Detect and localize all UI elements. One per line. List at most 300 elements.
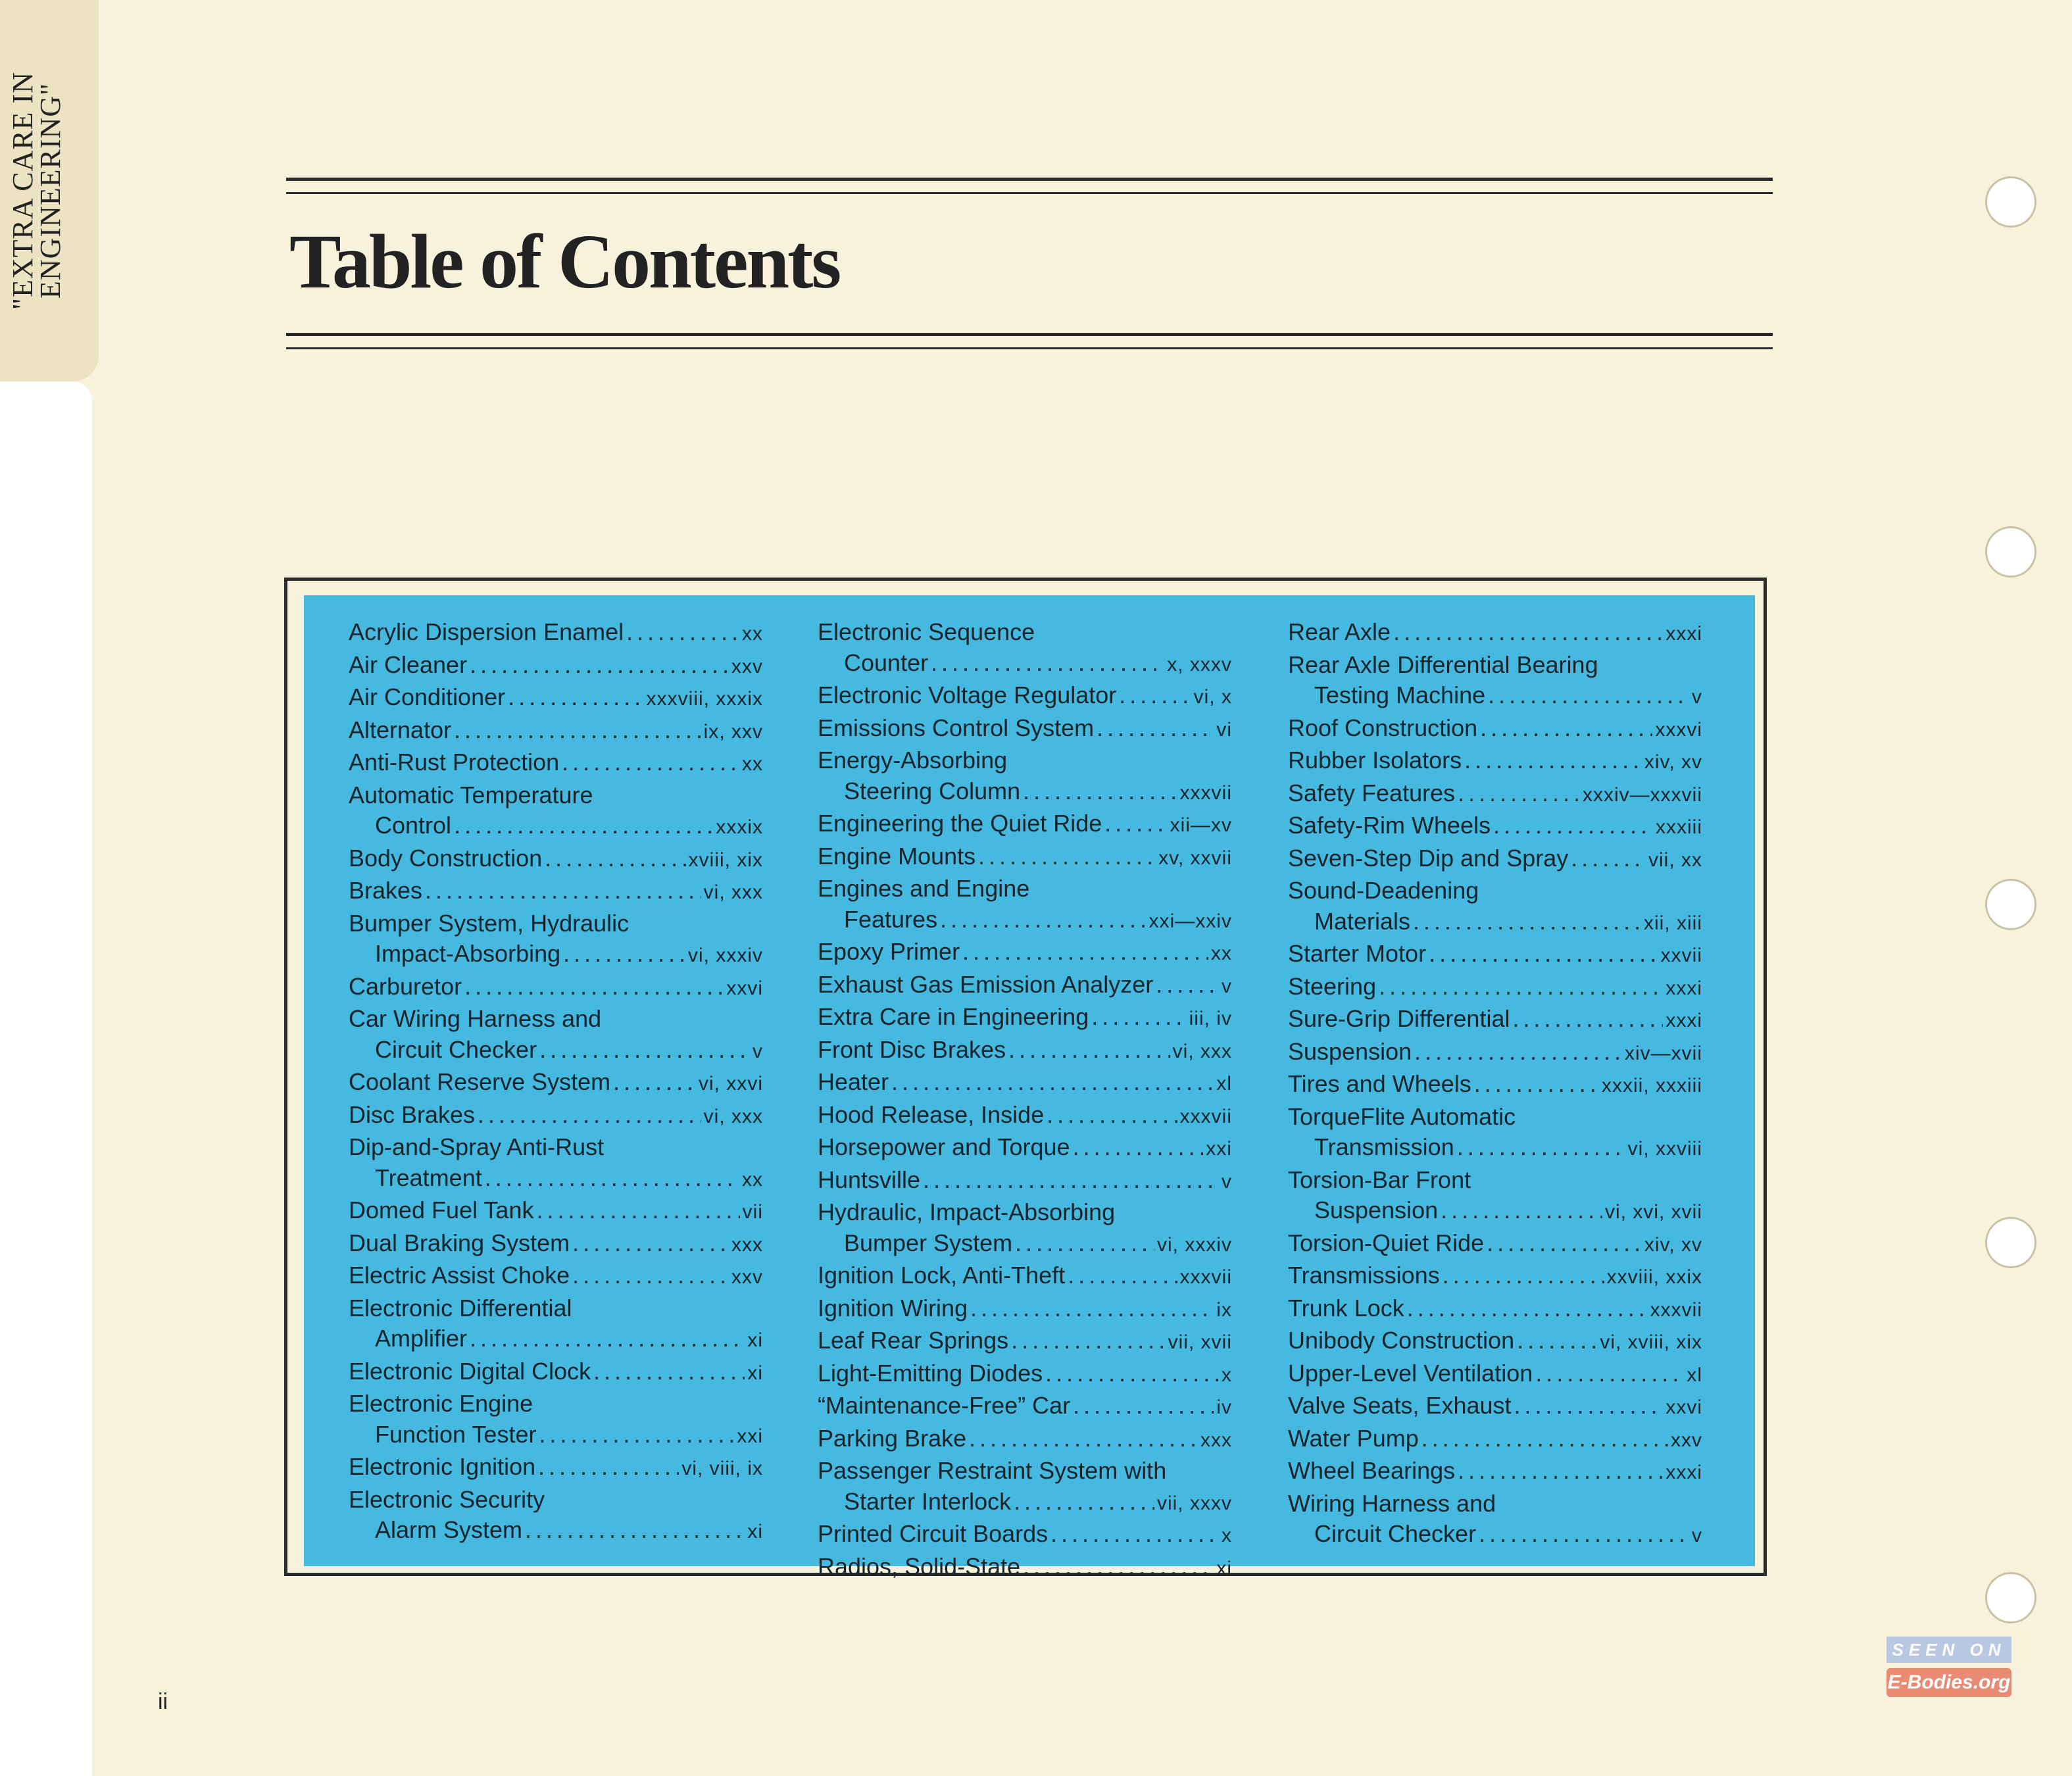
toc-entry-pages: vi, viii, ix: [681, 1458, 763, 1479]
toc-entry-topic: Electronic Security: [349, 1485, 545, 1513]
toc-entry-topic: Passenger Restraint System with: [818, 1457, 1167, 1484]
dot-leader: [525, 1515, 745, 1546]
contents-column-1: [349, 617, 763, 1548]
dot-leader: [1073, 1391, 1214, 1421]
contents-column-3: [1288, 617, 1702, 1552]
toc-entry-pages: xxxiii: [1656, 816, 1702, 838]
dot-leader: [562, 747, 739, 778]
dot-leader: [485, 1163, 739, 1194]
toc-entry[interactable]: [349, 1485, 763, 1548]
toc-entry-pages: xxvi: [726, 977, 763, 999]
dot-leader: [1514, 1391, 1664, 1421]
dot-leader: [1535, 1358, 1684, 1389]
toc-entry-pages: xx: [742, 1168, 763, 1191]
toc-entry-pages: xviii, xix: [688, 849, 763, 871]
toc-entry[interactable]: [349, 1132, 763, 1195]
toc-entry[interactable]: [1288, 713, 1702, 746]
dot-leader: [1119, 680, 1191, 711]
dot-leader: [1015, 1228, 1154, 1259]
dot-leader: [1458, 778, 1580, 809]
toc-entry[interactable]: [818, 1100, 1232, 1133]
toc-entry-topic: Circuit Checker: [375, 1035, 537, 1063]
section-tab[interactable]: [0, 0, 99, 382]
toc-entry-pages: vi: [1216, 718, 1232, 741]
toc-entry-topic: Printed Circuit Boards: [818, 1520, 1048, 1547]
toc-entry-topic: Electronic Voltage Regulator: [818, 681, 1117, 708]
dot-leader: [970, 1293, 1214, 1324]
toc-entry-topic: Rear Axle: [1288, 618, 1391, 645]
toc-entry[interactable]: [1288, 1102, 1702, 1165]
toc-entry-topic: Electric Assist Choke: [349, 1262, 570, 1289]
dot-leader: [1407, 1293, 1648, 1324]
dot-leader: [1413, 906, 1641, 937]
dot-leader: [1047, 1100, 1177, 1131]
toc-entry-topic: Engineering the Quiet Ride: [818, 810, 1102, 837]
toc-entry[interactable]: [818, 970, 1232, 1002]
toc-entry-pages: vi, xxxiv: [1157, 1233, 1232, 1256]
dot-leader: [508, 682, 644, 713]
toc-entry-topic: Bumper System, Hydraulic: [349, 909, 629, 937]
toc-entry-pages: v: [1221, 975, 1232, 997]
dot-leader: [923, 1165, 1219, 1196]
toc-entry-topic: Air Conditioner: [349, 683, 506, 710]
dot-leader: [1068, 1260, 1177, 1291]
toc-entry[interactable]: [1288, 617, 1702, 650]
toc-entry-topic: Electronic Differential: [349, 1294, 572, 1321]
toc-entry[interactable]: [818, 1197, 1232, 1260]
dot-leader: [1487, 1228, 1642, 1259]
toc-entry[interactable]: [349, 747, 763, 780]
toc-entry[interactable]: [1288, 1423, 1702, 1456]
toc-entry-topic: Coolant Reserve System: [349, 1068, 611, 1095]
dot-leader: [470, 650, 729, 681]
toc-entry-pages: xl: [1687, 1364, 1702, 1386]
toc-entry-topic: Alarm System: [375, 1516, 523, 1543]
toc-entry-topic: Engine Mounts: [818, 842, 976, 870]
toc-entry-pages: vi, xxviii: [1627, 1138, 1702, 1160]
toc-entry[interactable]: [349, 1356, 763, 1389]
toc-entry-pages: xi: [747, 1521, 763, 1542]
toc-entry[interactable]: [1288, 1228, 1702, 1261]
bottom-rule-thin: [286, 347, 1773, 349]
toc-entry-pages: xxxvi: [1655, 718, 1702, 741]
toc-entry-topic: Rear Axle Differential Bearing: [1288, 651, 1598, 678]
toc-entry-topic: Automatic Temperature: [349, 781, 593, 808]
toc-entry-topic: Amplifier: [375, 1325, 468, 1352]
dot-leader: [1429, 939, 1658, 970]
toc-entry-pages: xxv: [731, 1266, 763, 1288]
toc-entry[interactable]: [349, 1228, 763, 1261]
dot-leader: [1457, 1132, 1625, 1163]
toc-entry[interactable]: [818, 1552, 1232, 1585]
toc-entry[interactable]: [349, 876, 763, 908]
toc-entry-topic: Electronic Engine: [349, 1390, 533, 1417]
toc-entry-topic: Water Pump: [1288, 1424, 1419, 1452]
toc-entry-topic: Acrylic Dispersion Enamel: [349, 618, 624, 645]
dot-leader: [1379, 972, 1663, 1002]
tab-label-line-1: "EXTRA CARE IN: [7, 72, 39, 310]
toc-entry-topic: Treatment: [375, 1164, 482, 1191]
dot-leader: [1571, 843, 1646, 874]
toc-entry[interactable]: [818, 1456, 1232, 1519]
dot-leader: [940, 904, 1147, 935]
toc-entry[interactable]: [1288, 1456, 1702, 1489]
toc-entry-topic: Safety-Rim Wheels: [1288, 812, 1491, 839]
toc-entry-topic: Exhaust Gas Emission Analyzer: [818, 970, 1154, 998]
toc-entry-topic: “Maintenance-Free” Car: [818, 1392, 1071, 1419]
page-number: ii: [158, 1689, 168, 1714]
toc-entry-pages: v: [1692, 1525, 1702, 1546]
binder-hole: [1985, 879, 2036, 930]
dot-leader: [1474, 1069, 1599, 1100]
toc-entry[interactable]: [349, 715, 763, 748]
toc-entry-topic: Air Cleaner: [349, 651, 468, 678]
section-tab-label: [4, 53, 70, 329]
binder-hole: [1985, 1572, 2036, 1623]
toc-entry[interactable]: [1288, 1069, 1702, 1102]
dot-leader: [563, 939, 685, 970]
dot-leader: [1512, 1004, 1663, 1035]
dot-leader: [891, 1067, 1214, 1098]
dot-leader: [470, 1323, 745, 1354]
toc-entry-topic: Engines and Engine: [818, 875, 1030, 902]
toc-entry-pages: xxxi: [1665, 977, 1702, 999]
dot-leader: [454, 715, 701, 746]
toc-entry-topic: Anti-Rust Protection: [349, 749, 560, 776]
toc-entry-topic: Extra Care in Engineering: [818, 1003, 1089, 1030]
dot-leader: [1023, 776, 1177, 807]
toc-entry-pages: xxi: [1206, 1138, 1232, 1160]
toc-entry[interactable]: [818, 745, 1232, 808]
toc-entry-topic: Sure-Grip Differential: [1288, 1005, 1510, 1032]
toc-entry-topic: Safety Features: [1288, 779, 1456, 806]
dot-leader: [464, 972, 724, 1002]
toc-entry-pages: xxv: [1671, 1429, 1702, 1451]
toc-entry[interactable]: [1288, 1037, 1702, 1070]
toc-entry[interactable]: [349, 1067, 763, 1100]
dot-leader: [1045, 1358, 1219, 1389]
toc-entry-pages: xiv—xvii: [1625, 1042, 1702, 1064]
toc-entry-topic: Emissions Control System: [818, 714, 1095, 741]
dot-leader: [572, 1260, 729, 1291]
toc-entry-topic: Brakes: [349, 877, 423, 904]
toc-entry-topic: Suspension: [1288, 1037, 1412, 1065]
toc-entry-topic: Wiring Harness and: [1288, 1489, 1496, 1517]
toc-entry-topic: Dual Braking System: [349, 1229, 570, 1256]
toc-entry-topic: Materials: [1314, 907, 1411, 935]
toc-entry[interactable]: [1288, 1165, 1702, 1228]
toc-entry[interactable]: [818, 874, 1232, 937]
toc-entry[interactable]: [818, 1358, 1232, 1391]
toc-entry-topic: Upper-Level Ventilation: [1288, 1359, 1533, 1387]
toc-entry-pages: xxv: [731, 655, 763, 678]
toc-entry-topic: Leaf Rear Springs: [818, 1327, 1009, 1354]
dot-leader: [613, 1067, 696, 1098]
toc-entry-pages: xxx: [1200, 1429, 1232, 1451]
toc-entry-topic: Sound-Deadening: [1288, 877, 1479, 904]
toc-entry-pages: xi: [747, 1362, 763, 1384]
toc-entry[interactable]: [349, 1260, 763, 1293]
dot-leader: [1421, 1423, 1668, 1454]
toc-entry[interactable]: [1288, 778, 1702, 811]
tab-label-line-2: ENGINEERING": [34, 82, 66, 299]
toc-entry-pages: vi, xxx: [703, 881, 763, 903]
binder-hole: [1985, 526, 2036, 578]
toc-entry[interactable]: [1288, 1260, 1702, 1293]
toc-entry-pages: iv: [1216, 1396, 1232, 1418]
toc-entry-pages: xxxii, xxxiii: [1602, 1075, 1702, 1097]
toc-entry-pages: ix, xxv: [703, 720, 763, 743]
toc-entry-pages: xxi—xxiv: [1148, 910, 1232, 932]
dot-leader: [1479, 1519, 1689, 1550]
dot-leader: [1441, 1195, 1602, 1226]
toc-entry-topic: Rubber Isolators: [1288, 747, 1462, 774]
toc-entry-topic: Car Wiring Harness and: [349, 1005, 602, 1032]
toc-entry-pages: xxxi: [1665, 1010, 1702, 1031]
toc-entry[interactable]: [818, 841, 1232, 874]
contents-column-2: [818, 617, 1232, 1584]
toc-entry-topic: Hood Release, Inside: [818, 1100, 1045, 1128]
toc-entry[interactable]: [349, 1004, 763, 1067]
dot-leader: [931, 648, 1164, 679]
toc-entry-topic: Light-Emitting Diodes: [818, 1359, 1043, 1387]
toc-entry[interactable]: [818, 937, 1232, 970]
toc-entry[interactable]: [818, 1519, 1232, 1552]
toc-entry-topic: TorqueFlite Automatic: [1288, 1102, 1516, 1130]
dot-leader: [1023, 1552, 1214, 1583]
dot-leader: [1091, 1002, 1186, 1033]
dot-leader: [1464, 745, 1642, 776]
toc-entry[interactable]: [818, 1132, 1232, 1165]
toc-entry[interactable]: [818, 1293, 1232, 1326]
toc-entry[interactable]: [818, 1067, 1232, 1100]
toc-entry[interactable]: [349, 780, 763, 843]
toc-entry-pages: v: [1692, 686, 1702, 708]
dot-leader: [538, 1452, 679, 1483]
toc-entry[interactable]: [349, 1100, 763, 1133]
watermark-logo: [1887, 1637, 2011, 1697]
toc-entry-topic: Radios, Solid-State: [818, 1552, 1021, 1580]
toc-entry-topic: Control: [375, 812, 452, 839]
dot-leader: [1493, 810, 1653, 841]
toc-entry[interactable]: [1288, 1325, 1702, 1358]
dot-leader: [1097, 713, 1214, 744]
toc-entry[interactable]: [349, 650, 763, 683]
toc-entry-pages: xi: [747, 1329, 763, 1351]
dot-leader: [1458, 1456, 1663, 1487]
toc-entry[interactable]: [818, 1325, 1232, 1358]
toc-entry-pages: ix: [1216, 1298, 1232, 1321]
toc-entry[interactable]: [818, 680, 1232, 713]
toc-entry-topic: Hydraulic, Impact-Absorbing: [818, 1198, 1116, 1225]
watermark-top: SEEN ON: [1887, 1637, 2011, 1663]
toc-entry-pages: vii, xx: [1648, 849, 1702, 871]
dot-leader: [1073, 1132, 1204, 1163]
dot-leader: [969, 1423, 1198, 1454]
toc-entry-pages: xxi: [737, 1425, 763, 1447]
toc-entry[interactable]: [818, 1260, 1232, 1293]
toc-entry[interactable]: [1288, 972, 1702, 1004]
toc-entry[interactable]: [818, 1035, 1232, 1068]
toc-entry-topic: Electronic Sequence: [818, 618, 1035, 645]
dot-leader: [1050, 1519, 1219, 1550]
toc-entry[interactable]: [349, 617, 763, 650]
toc-entry[interactable]: [349, 908, 763, 972]
toc-entry-topic: Body Construction: [349, 844, 543, 872]
toc-entry-topic: Unibody Construction: [1288, 1327, 1515, 1354]
toc-entry-topic: Counter: [844, 649, 929, 676]
toc-entry[interactable]: [1288, 810, 1702, 843]
toc-entry[interactable]: [1288, 1293, 1702, 1326]
toc-entry-pages: xxxi: [1665, 1462, 1702, 1483]
toc-entry-pages: vi, xvi, xvii: [1605, 1201, 1702, 1223]
toc-entry-topic: Dip-and-Spray Anti-Rust: [349, 1133, 604, 1160]
dot-leader: [545, 843, 686, 874]
dot-leader: [1156, 970, 1219, 1000]
toc-entry-topic: Circuit Checker: [1314, 1520, 1477, 1547]
dot-leader: [425, 876, 701, 906]
toc-entry[interactable]: [818, 1391, 1232, 1423]
toc-entry[interactable]: [818, 1423, 1232, 1456]
toc-entry-topic: Transmissions: [1288, 1262, 1440, 1289]
toc-entry-topic: Heater: [818, 1068, 889, 1095]
toc-entry[interactable]: [349, 1195, 763, 1228]
toc-entry-topic: Steering: [1288, 972, 1377, 1000]
toc-entry-topic: Disc Brakes: [349, 1100, 476, 1128]
toc-entry-pages: xxx: [731, 1233, 763, 1256]
dot-leader: [1393, 617, 1663, 648]
toc-entry[interactable]: [349, 682, 763, 715]
toc-entry-pages: xii, xiii: [1644, 912, 1702, 934]
toc-entry-pages: iii, iv: [1189, 1008, 1232, 1029]
toc-entry-topic: Bumper System: [844, 1229, 1013, 1256]
toc-entry[interactable]: [1288, 843, 1702, 876]
toc-entry-topic: Epoxy Primer: [818, 938, 960, 965]
binder-hole: [1985, 176, 2036, 228]
toc-entry-pages: xxviii, xxix: [1606, 1266, 1702, 1288]
toc-entry-topic: Domed Fuel Tank: [349, 1196, 534, 1223]
toc-entry[interactable]: [818, 1165, 1232, 1198]
toc-entry-pages: vi, xxvi: [699, 1073, 763, 1095]
toc-entry-topic: Wheel Bearings: [1288, 1457, 1456, 1484]
toc-entry[interactable]: [1288, 745, 1702, 778]
toc-entry-topic: Front Disc Brakes: [818, 1035, 1006, 1063]
toc-entry-topic: Testing Machine: [1314, 681, 1486, 708]
toc-entry-topic: Suspension: [1314, 1196, 1439, 1223]
toc-entry-topic: Parking Brake: [818, 1424, 967, 1452]
toc-entry[interactable]: [349, 972, 763, 1004]
watermark-bottom: E-Bodies.org: [1887, 1668, 2011, 1697]
dot-leader: [1443, 1260, 1604, 1291]
toc-entry-pages: vi, xxx: [703, 1105, 763, 1127]
toc-entry[interactable]: [349, 1293, 763, 1356]
toc-entry-pages: xl: [1216, 1073, 1232, 1095]
toc-entry-pages: xxxvii: [1179, 781, 1232, 804]
toc-entry-pages: xiv, xv: [1644, 751, 1702, 773]
toc-entry[interactable]: [1288, 1358, 1702, 1391]
dot-leader: [962, 937, 1208, 968]
dot-leader: [1480, 713, 1652, 744]
toc-entry[interactable]: [818, 713, 1232, 746]
toc-entry-topic: Impact-Absorbing: [375, 940, 561, 967]
toc-entry-topic: Starter Motor: [1288, 940, 1427, 967]
toc-entry-pages: xxxvii: [1179, 1105, 1232, 1127]
toc-entry-topic: Electronic Digital Clock: [349, 1357, 591, 1385]
toc-entry-topic: Torsion-Quiet Ride: [1288, 1229, 1485, 1256]
toc-entry-pages: x: [1221, 1525, 1232, 1546]
toc-entry[interactable]: [1288, 650, 1702, 713]
toc-entry-pages: xxxvii: [1650, 1298, 1702, 1321]
toc-entry-pages: vi, xxx: [1172, 1040, 1232, 1062]
toc-entry-pages: vii, xxxv: [1157, 1492, 1232, 1514]
toc-entry[interactable]: [818, 617, 1232, 680]
bottom-rule-thick: [286, 333, 1773, 336]
toc-entry-pages: xxxvii: [1179, 1266, 1232, 1288]
toc-entry-pages: xxvi: [1665, 1396, 1702, 1418]
toc-entry[interactable]: [1288, 1391, 1702, 1423]
toc-entry[interactable]: [1288, 939, 1702, 972]
dot-leader: [1517, 1325, 1597, 1356]
toc-entry[interactable]: [349, 1452, 763, 1485]
toc-entry-topic: Steering Column: [844, 777, 1021, 804]
toc-entry-topic: Features: [844, 905, 938, 933]
toc-entry-pages: xxxviii, xxxix: [646, 688, 763, 710]
toc-entry-pages: xi: [1216, 1557, 1232, 1579]
dot-leader: [454, 810, 713, 841]
toc-entry[interactable]: [349, 1389, 763, 1452]
toc-entry[interactable]: [1288, 1004, 1702, 1037]
toc-entry[interactable]: [1288, 876, 1702, 939]
dot-leader: [1488, 680, 1689, 711]
dot-leader: [626, 617, 739, 648]
dot-leader: [1014, 1487, 1154, 1517]
toc-entry-pages: vi, x: [1193, 686, 1232, 708]
dot-leader: [1104, 808, 1167, 839]
dot-leader: [539, 1035, 750, 1066]
toc-entry-pages: xxxix: [716, 816, 763, 838]
top-rule-thick: [286, 178, 1773, 181]
page-left-margin: [0, 382, 92, 1776]
toc-entry-pages: v: [1221, 1170, 1232, 1193]
toc-entry-topic: Function Tester: [375, 1420, 537, 1448]
top-rule-thin: [286, 192, 1773, 194]
toc-entry-pages: xx: [1211, 943, 1232, 964]
toc-entry-topic: Alternator: [349, 716, 452, 743]
dot-leader: [539, 1419, 734, 1450]
toc-entry-topic: Tires and Wheels: [1288, 1070, 1471, 1097]
toc-entry-topic: Huntsville: [818, 1166, 921, 1193]
toc-entry[interactable]: [818, 808, 1232, 841]
dot-leader: [572, 1228, 729, 1259]
toc-entry[interactable]: [349, 843, 763, 876]
toc-entry-pages: vii, xvii: [1168, 1331, 1232, 1353]
toc-entry-pages: x: [1221, 1364, 1232, 1386]
toc-entry-pages: vi, xxxiv: [688, 945, 763, 966]
toc-entry-pages: xx: [742, 623, 763, 645]
toc-entry[interactable]: [818, 1002, 1232, 1035]
dot-leader: [593, 1356, 745, 1387]
toc-entry-topic: Roof Construction: [1288, 714, 1478, 741]
toc-entry-topic: Trunk Lock: [1288, 1294, 1404, 1321]
toc-entry[interactable]: [1288, 1489, 1702, 1552]
toc-entry-topic: Transmission: [1314, 1133, 1454, 1160]
toc-entry-topic: Valve Seats, Exhaust: [1288, 1392, 1512, 1419]
dot-leader: [1008, 1035, 1170, 1066]
dot-leader: [478, 1100, 701, 1131]
toc-entry-topic: Carburetor: [349, 972, 462, 1000]
toc-entry-pages: xx: [742, 753, 763, 775]
toc-entry-pages: xii—xv: [1170, 814, 1232, 836]
